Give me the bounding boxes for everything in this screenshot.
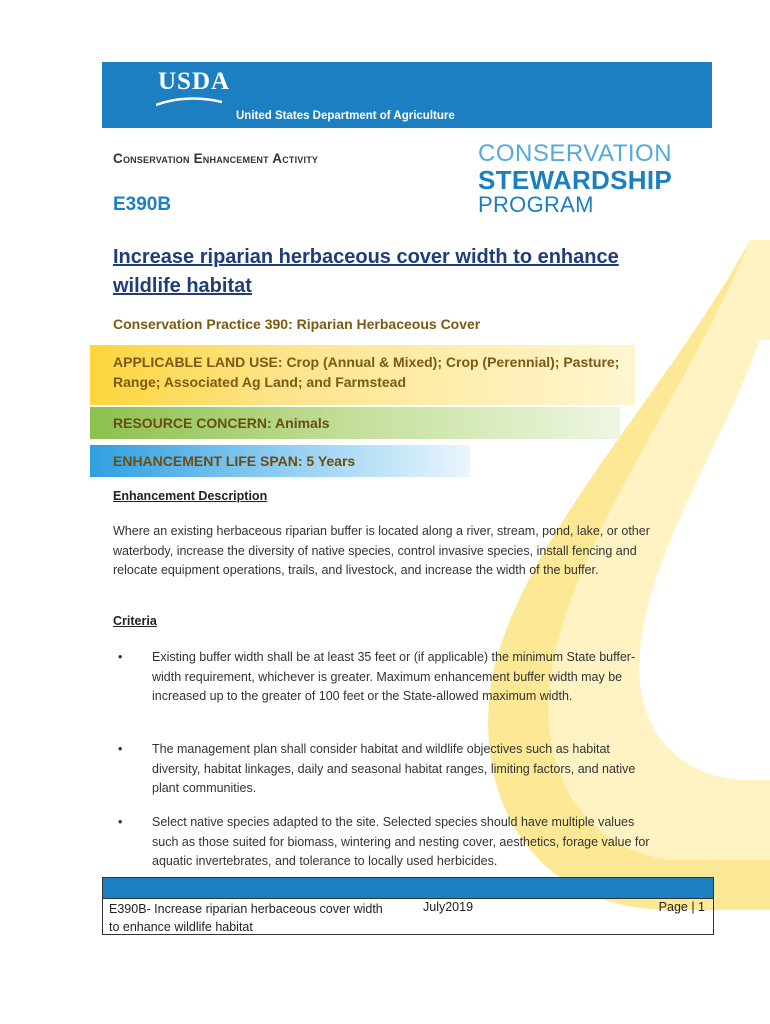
bullet-icon: • [118, 742, 123, 756]
footer-page-number: Page | 1 [658, 900, 705, 914]
resource-concern-band: RESOURCE CONCERN: Animals [90, 407, 620, 439]
csp-logo-line: STEWARDSHIP [478, 165, 672, 195]
usda-logo: USDA [158, 68, 231, 95]
document-title: Increase riparian herbaceous cover width to enhance wildlife habitat [113, 246, 619, 297]
criteria-item-text: Existing buffer width shall be at least 35 feet or (if applicable) the minimum State buffer-width requirement, whichever is greater. Maximum enhancement buffer width may be increased up to the greater of 100 feet or the State-allowed maximum width. [152, 650, 636, 703]
enhancement-code: E390B [113, 194, 172, 215]
criteria-heading: Criteria [113, 614, 157, 628]
land-use-band: APPLICABLE LAND USE: Crop (Annual & Mixed); Crop (Perennial); Pasture; Range; Associated Ag Land; and Farmstead [90, 345, 635, 405]
page-footer [102, 877, 714, 935]
practice-subtitle: Conservation Practice 390: Riparian Herbaceous Cover [113, 316, 481, 332]
csp-logo-line: PROGRAM [478, 192, 594, 217]
csp-program-logo [478, 142, 672, 216]
usda-department-name: United States Department of Agriculture [236, 110, 455, 122]
activity-heading: Conservation Enhancement Activity [113, 151, 319, 166]
footer-bar [103, 878, 713, 899]
description-heading: Enhancement Description [113, 489, 268, 503]
bullet-icon: • [118, 815, 123, 829]
footer-date: July2019 [423, 900, 474, 914]
footer-title: E390B- Increase riparian herbaceous cover width to enhance wildlife habitat [109, 902, 383, 934]
criteria-item-text: The management plan shall consider habitat and wildlife objectives such as habitat diversity, habitat linkages, daily and seasonal habitat ranges, limiting factors, and native plant communities. [152, 742, 636, 795]
life-span-band: ENHANCEMENT LIFE SPAN: 5 Years [90, 445, 470, 477]
criteria-item-text: Select native species adapted to the site. Selected species should have multiple values such as those suited for biomass, wintering and nesting cover, aesthetics, forage value for aquatic invertebrates, and tolerance to locally used herbicides. [152, 815, 650, 868]
usda-swoosh-icon [156, 97, 222, 107]
csp-logo-line: CONSERVATION [478, 140, 673, 167]
usda-header-band [102, 62, 712, 128]
bullet-icon: • [118, 650, 123, 664]
description-paragraph: Where an existing herbaceous riparian buffer is located along a river, stream, pond, lake, or other waterbody, increase the diversity of native species, control invasive species, install fencing and relocate equipment operations, trails, and livestock, and increase the width of the buffer. [113, 524, 650, 577]
